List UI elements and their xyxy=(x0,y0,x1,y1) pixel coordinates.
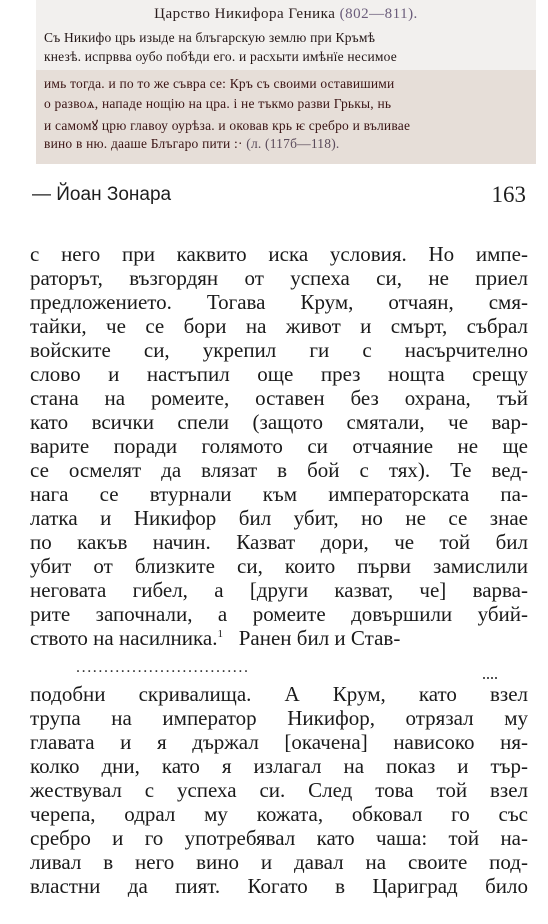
running-head-author: — Йоан Зонара xyxy=(32,184,172,205)
manuscript-citation: (л. (117б—118). xyxy=(246,136,340,151)
text-line: като всички спели (защото смятали, че вар- xyxy=(30,410,528,434)
text-line: предложението. Тогава Крум, отчаян, смя- xyxy=(30,290,528,314)
text-line-segment: ството на насилника. xyxy=(30,626,218,650)
text-line: неговата гибел, а [други казват, че] варва- xyxy=(30,578,528,602)
manuscript-title xyxy=(36,6,536,23)
manuscript-line: о развоѧ, нападе нощію на цра. і не тъкмо разви Грькы, нь xyxy=(44,96,392,111)
text-line-last xyxy=(30,626,528,650)
text-line: подобни скривалища. А Крум, като взел xyxy=(30,682,528,706)
text-line: трупа на император Никифор, отрязал му xyxy=(30,706,528,730)
text-line: нага се втурнали към императорската па- xyxy=(30,482,528,506)
manuscript-line: имь тогда. и по то же съвра се: Кръ съ своими оставишими xyxy=(44,76,395,91)
text-line: ливал в него вино и давал на своите под- xyxy=(30,850,528,874)
footnote-marker: 1 xyxy=(217,628,223,640)
text-line: главата и я държал [окачена] нависоко ня- xyxy=(30,730,528,754)
text-line: жествувал с успеха си. След това той взел xyxy=(30,778,528,802)
manuscript-excerpt-image xyxy=(36,0,536,164)
text-line: убит от близките си, които първи замислили xyxy=(30,554,528,578)
print-speck xyxy=(483,677,497,681)
manuscript-title-main: Царство Никифора Геника xyxy=(154,6,336,22)
page-number: 163 xyxy=(491,182,526,207)
text-line: раторът, възгордян от успеха си, не приел xyxy=(30,266,528,290)
manuscript-excerpt-highlight xyxy=(36,70,536,164)
text-line: стана на ромеите, оставен без охрана, тъй xyxy=(30,386,528,410)
manuscript-line: Съ Никифо црь изыде на блъгарскую землю при Кръмѣ xyxy=(44,30,376,45)
omission-dots: ............................... xyxy=(76,659,250,676)
text-line: варите поради голямото си отчаяние не ще xyxy=(30,434,528,458)
text-line: слово и настъпил още през нощта срещу xyxy=(30,362,528,386)
paragraph-main xyxy=(30,242,528,650)
manuscript-line: и самомꙋ црю главоу оурѣза. и оковав крь ѥ сребро и въливае xyxy=(44,118,411,133)
text-line: латка и Никифор бил убит, но не се знае xyxy=(30,506,528,530)
text-line: сребро и го употребявал като чаша: той на- xyxy=(30,826,528,850)
text-line: войските си, укрепил ги с насърчително xyxy=(30,338,528,362)
text-line: с него при каквито иска условия. Но импе- xyxy=(30,242,528,266)
text-line: по какъв начин. Казват дори, че той бил xyxy=(30,530,528,554)
text-line-tail: Ранен бил и Став- xyxy=(238,626,401,650)
text-line: черепа, одрал му кожата, обковал го със xyxy=(30,802,528,826)
manuscript-line-text: вино в ню. дааше Блъгаро пити :· xyxy=(44,136,243,151)
paragraph-continued xyxy=(30,682,528,898)
text-line: властни да пият. Когато в Цариград било xyxy=(30,874,528,898)
manuscript-line: кнезѣ. испрвва оубо побѣди его. и расхыти имѣнїе несимое xyxy=(44,49,397,64)
manuscript-excerpt-top xyxy=(36,0,536,70)
manuscript-title-dates: (802—811). xyxy=(339,6,418,22)
text-line: рите започнали, а ромеите довършили убий- xyxy=(30,602,528,626)
text-line: колко дни, като я излагал на показ и тър- xyxy=(30,754,528,778)
text-line: се осмелят да влязат в бой с тях). Те вед- xyxy=(30,458,528,482)
text-line: тайки, че се бори на живот и смърт, събрал xyxy=(30,314,528,338)
manuscript-line-last xyxy=(44,136,530,152)
